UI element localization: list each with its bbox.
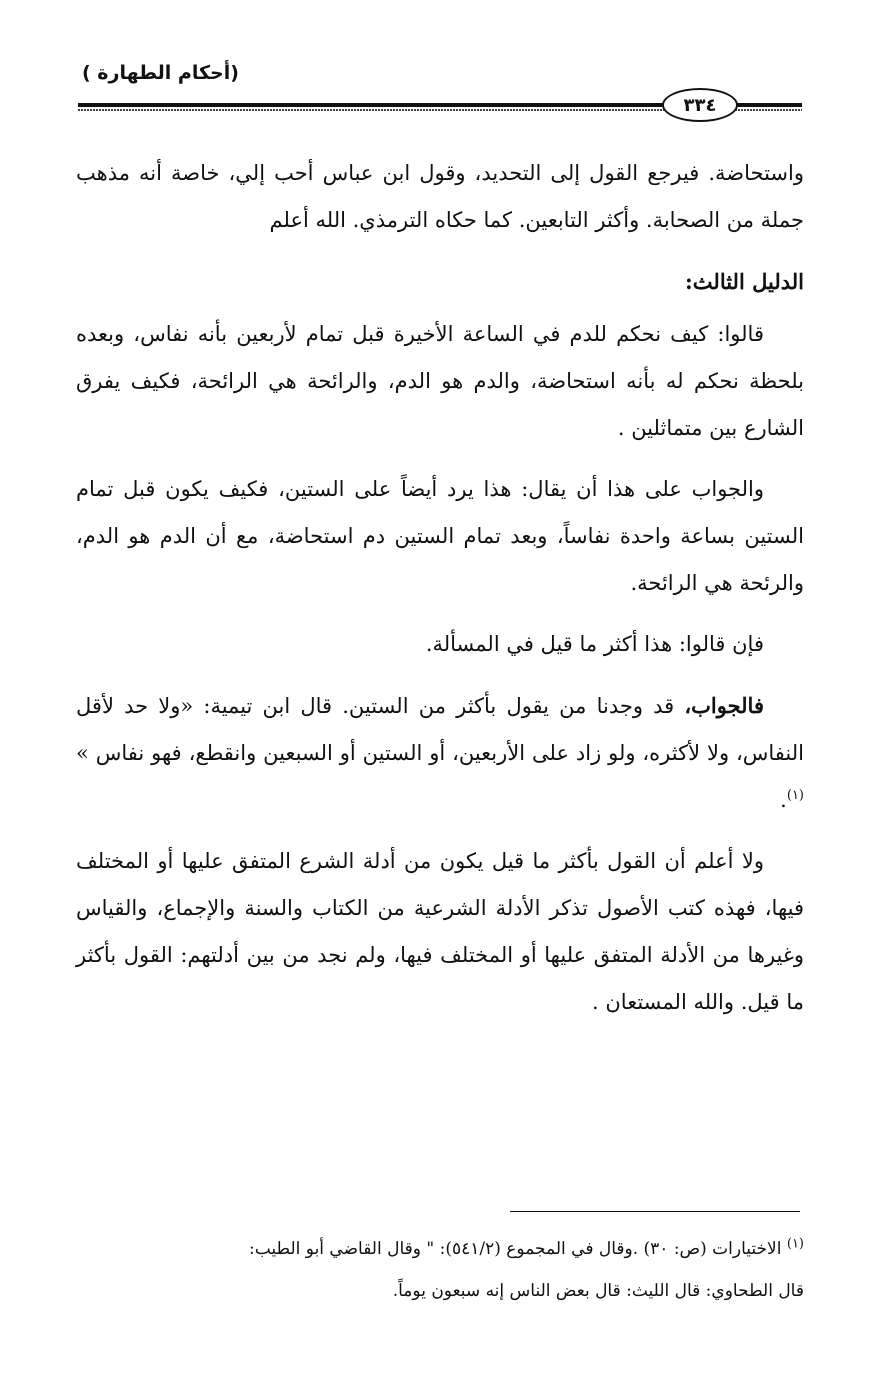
paragraph-3: والجواب على هذا أن يقال: هذا يرد أيضاً على الستين، فكيف يكون قبل تمام الستين بساعة واحدة نفاساً، وبعد تمام الستين دم استحاضة، مع أن الدم هو الدم، والرئحة هي الرائحة. — [76, 477, 804, 595]
paragraph-5 — [76, 682, 804, 824]
footnotes — [76, 1228, 804, 1312]
paragraph-1: واستحاضة. فيرجع القول إلى التحديد، وقول ابن عباس أحب إلي، خاصة أنه مذهب جملة من الصحابة. وأكثر التابعين. كما حكاه الترمذي. الله أعلم — [76, 161, 804, 232]
section-heading: الدليل الثالث: — [685, 269, 804, 294]
paragraph-5-end: . — [780, 788, 787, 812]
paragraph-5-text: قد وجدنا من يقول بأكثر من الستين. قال ابن تيمية: «ولا حد لأقل النفاس، ولا لأكثره، ولو زاد على الأربعين، أو الستين أو السبعين وانقطع، فهو نفاس » — [76, 694, 804, 765]
body-text — [76, 150, 804, 1040]
footnote-marker: (١) — [786, 1236, 804, 1252]
footnote-1-line-2: قال الطحاوي: قال الليث: قال بعض الناس إنه سبعون يوماً. — [392, 1281, 804, 1301]
footnote-1-text: الاختيارات (ص: ٣٠) .وقال في المجموع (٥٤١/٢): " وقال القاضي أبو الطيب: — [248, 1239, 787, 1259]
footnote-1-line-1 — [76, 1228, 804, 1270]
footnote-divider — [510, 1211, 800, 1212]
footnote-reference[interactable]: (١) — [786, 788, 804, 803]
paragraph-6: ولا أعلم أن القول بأكثر ما قيل يكون من أدلة الشرع المتفق عليها أو المختلف فيها، فهذه كتب الأصول تذكر الأدلة الشرعية من الكتاب والسنة والإجماع، والقياس وغيرها من الأدلة المتفق عليها أو المختلف فيها، ولم نجد من بين أدلتهم: القول بأكثر ما قيل. والله المستعان . — [76, 849, 804, 1014]
paragraph-4: فإن قالوا: هذا أكثر ما قيل في المسألة. — [425, 632, 764, 656]
paragraph-2: قالوا: كيف نحكم للدم في الساعة الأخيرة قبل تمام لأربعين بأنه نفاس، وبعده بلحظة نحكم له بأنه استحاضة، والدم هو الدم، والرائحة هي الرائحة، فكيف يفرق الشارع بين متماثلين . — [76, 322, 804, 440]
book-title: (أحكام الطهارة ) — [82, 62, 239, 84]
page-number: ٣٣٤ — [662, 88, 738, 122]
answer-lead: فالجواب، — [684, 693, 764, 718]
